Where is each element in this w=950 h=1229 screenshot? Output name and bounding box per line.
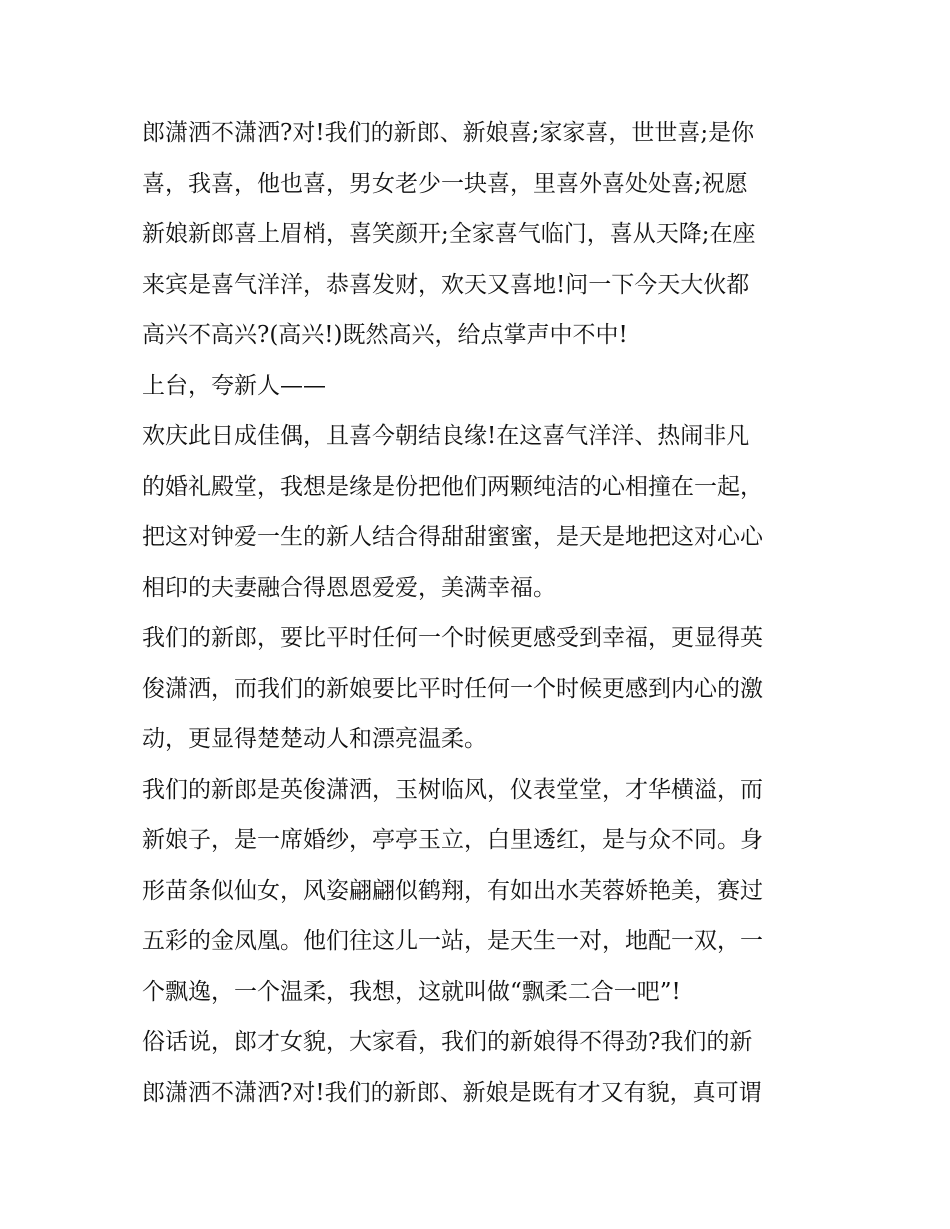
text-line: 喜，我喜，他也喜，男女老少一块喜，里喜外喜处处喜;祝愿 (142, 170, 748, 197)
text-line: 的婚礼殿堂，我想是缘是份把他们两颗纯洁的心相撞在一起， (142, 473, 763, 500)
text-line: 个飘逸，一个温柔，我想，这就叫做“飘柔二合一吧”! (142, 978, 681, 1005)
text-line: 新娘子，是一席婚纱，亭亭玉立，白里透红，是与众不同。身 (142, 827, 763, 853)
text-line: 俊潇洒，而我们的新娘要比平时任何一个时候更感到内心的激 (142, 675, 763, 702)
text-line: 我们的新郎是英俊潇洒，玉树临风，仪表堂堂，才华横溢，而 (142, 776, 763, 803)
document-page (142, 108, 812, 1118)
section-heading: 上台，夸新人—— (142, 372, 326, 399)
text-line: 俗话说，郎才女貌，大家看，我们的新娘得不得劲?我们的新 (142, 1029, 753, 1055)
text-line: 把这对钟爱一生的新人结合得甜甜蜜蜜，是天是地把这对心心 (142, 524, 763, 550)
paragraph-groom-bride (142, 613, 812, 765)
paragraph-blessings (142, 108, 812, 361)
text-line: 形苗条似仙女，风姿翩翩似鹤翔，有如出水芙蓉娇艳美，赛过 (142, 877, 763, 904)
paragraph-celebration (142, 411, 812, 613)
text-line: 相印的夫妻融合得恩恩爱爱，美满幸福。 (142, 574, 556, 601)
text-line: 新娘新郎喜上眉梢，喜笑颜开;全家喜气临门，喜从天降;在座 (142, 221, 756, 247)
text-line: 五彩的金凤凰。他们往这儿一站，是天生一对，地配一双，一 (142, 928, 763, 954)
text-line: 郎潇洒不潇洒?对!我们的新郎、新娘是既有才又有貌，真可谓 (142, 1079, 762, 1106)
text-line: 我们的新郎，要比平时任何一个时候更感受到幸福，更显得英 (142, 625, 763, 651)
text-line: 动，更显得楚楚动人和漂亮温柔。 (142, 726, 487, 752)
text-line: 高兴不高兴?(高兴!)既然高兴，给点掌声中不中! (142, 322, 628, 348)
text-line: 来宾是喜气洋洋，恭喜发财，欢天又喜地!问一下今天大伙都 (142, 271, 750, 298)
paragraph-proverb (142, 1017, 812, 1118)
text-line: 欢庆此日成佳偶，且喜今朝结良缘!在这喜气洋洋、热闹非凡 (142, 423, 750, 449)
text-line: 郎潇洒不潇洒?对!我们的新郎、新娘喜;家家喜，世世喜;是你 (142, 120, 755, 146)
paragraph-section-heading (142, 361, 812, 412)
paragraph-praise (142, 765, 812, 1018)
